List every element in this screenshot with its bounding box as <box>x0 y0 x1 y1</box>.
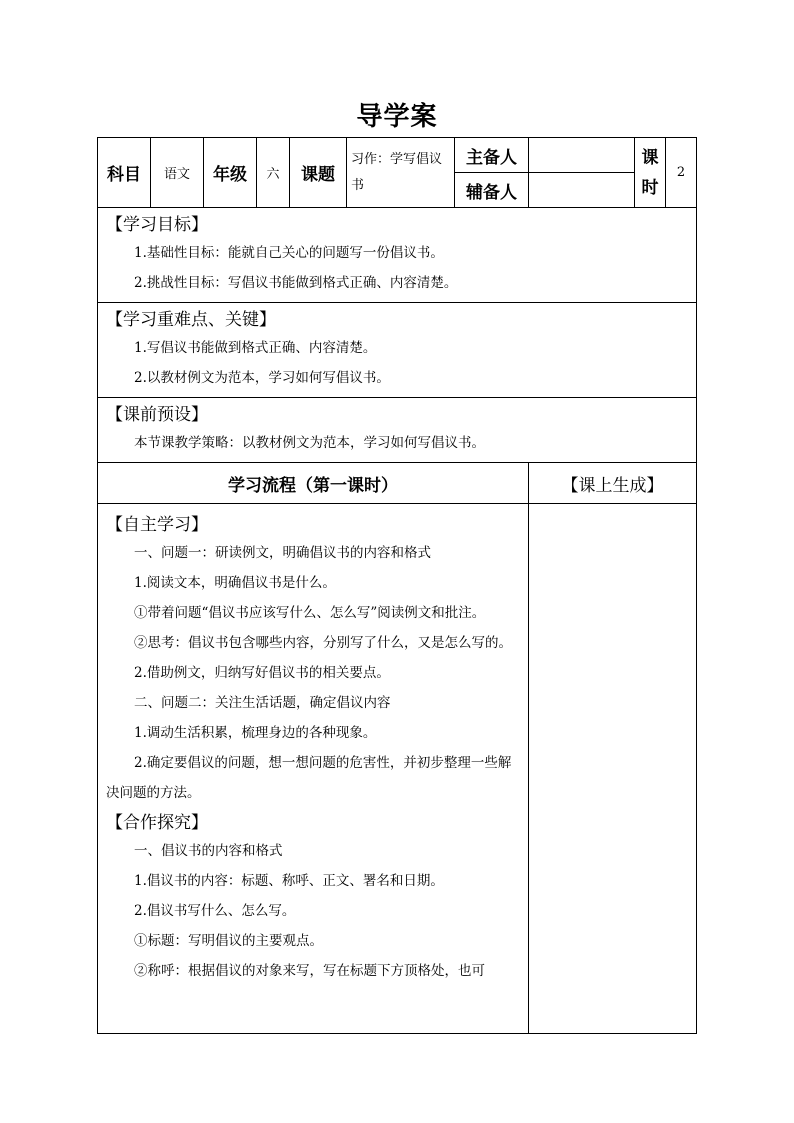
preview-section <box>98 398 697 463</box>
topic-label: 课题 <box>290 138 347 208</box>
objective-item: 1.基础性目标：能就自己关心的问题写一份倡议书。 <box>134 245 444 261</box>
generation-notes <box>529 504 697 1034</box>
self-study-line: 二、问题二：关注生活话题，确定倡议内容 <box>134 695 391 711</box>
cooperation-line: 2.倡议书写什么、怎么写。 <box>134 903 296 919</box>
preview-heading: 【课前预设】 <box>106 405 208 425</box>
generation-heading: 【课上生成】 <box>529 463 697 504</box>
cooperation-line: ②称呼：根据倡议的对象来写，写在标题下方顶格处，也可 <box>134 963 485 979</box>
page-title: 导学案 <box>356 102 438 132</box>
assist-value <box>529 173 635 208</box>
objectives-heading: 【学习目标】 <box>106 215 208 235</box>
hours-label: 课时 <box>635 138 666 208</box>
lead-label: 主备人 <box>455 138 529 173</box>
cooperation-heading: 【合作探究】 <box>106 813 208 833</box>
assist-label: 辅备人 <box>455 173 529 208</box>
grade-value: 六 <box>257 138 290 208</box>
subject-label: 科目 <box>98 138 151 208</box>
keypoints-heading: 【学习重难点、关键】 <box>106 310 276 330</box>
self-study-line: 2.借助例文，归纳写好倡议书的相关要点。 <box>134 665 390 681</box>
flow-body <box>98 504 529 1034</box>
keypoints-section <box>98 303 697 398</box>
flow-heading: 学习流程（第一课时） <box>98 463 529 504</box>
self-study-line: 1.调动生活积累，梳理身边的各种现象。 <box>134 725 377 741</box>
objective-item: 2.挑战性目标：写倡议书能做到格式正确、内容清楚。 <box>134 275 458 291</box>
cooperation-line: ①标题：写明倡议的主要观点。 <box>134 933 323 949</box>
self-study-line: 一、问题一：研读例文，明确倡议书的内容和格式 <box>134 545 431 561</box>
cooperation-line: 1.倡议书的内容：标题、称呼、正文、署名和日期。 <box>134 873 444 889</box>
subject-value: 语文 <box>151 138 204 208</box>
self-study-line: 1.阅读文本，明确倡议书是什么。 <box>134 575 336 591</box>
self-study-line: ①带着问题“倡议书应该写什么、怎么写”阅读例文和批注。 <box>134 605 486 621</box>
grade-label: 年级 <box>204 138 257 208</box>
self-study-line: 2.确定要倡议的问题，想一想问题的危害性，并初步整理一些解决问题的方法。 <box>106 755 512 801</box>
keypoint-item: 2.以教材例文为范本，学习如何写倡议书。 <box>134 370 390 386</box>
hours-value: 2 <box>666 138 697 208</box>
cooperation-line: 一、倡议书的内容和格式 <box>134 843 283 859</box>
objectives-section <box>98 208 697 303</box>
preview-item: 本节课教学策略：以教材例文为范本，学习如何写倡议书。 <box>134 435 485 451</box>
lead-value <box>529 138 635 173</box>
keypoint-item: 1.写倡议书能做到格式正确、内容清楚。 <box>134 340 377 356</box>
lesson-table <box>97 137 697 1034</box>
topic-value: 习作：学写倡议书 <box>347 138 455 208</box>
self-study-heading: 【自主学习】 <box>106 515 208 535</box>
self-study-line: ②思考：倡议书包含哪些内容，分别写了什么，又是怎么写的。 <box>134 635 512 651</box>
